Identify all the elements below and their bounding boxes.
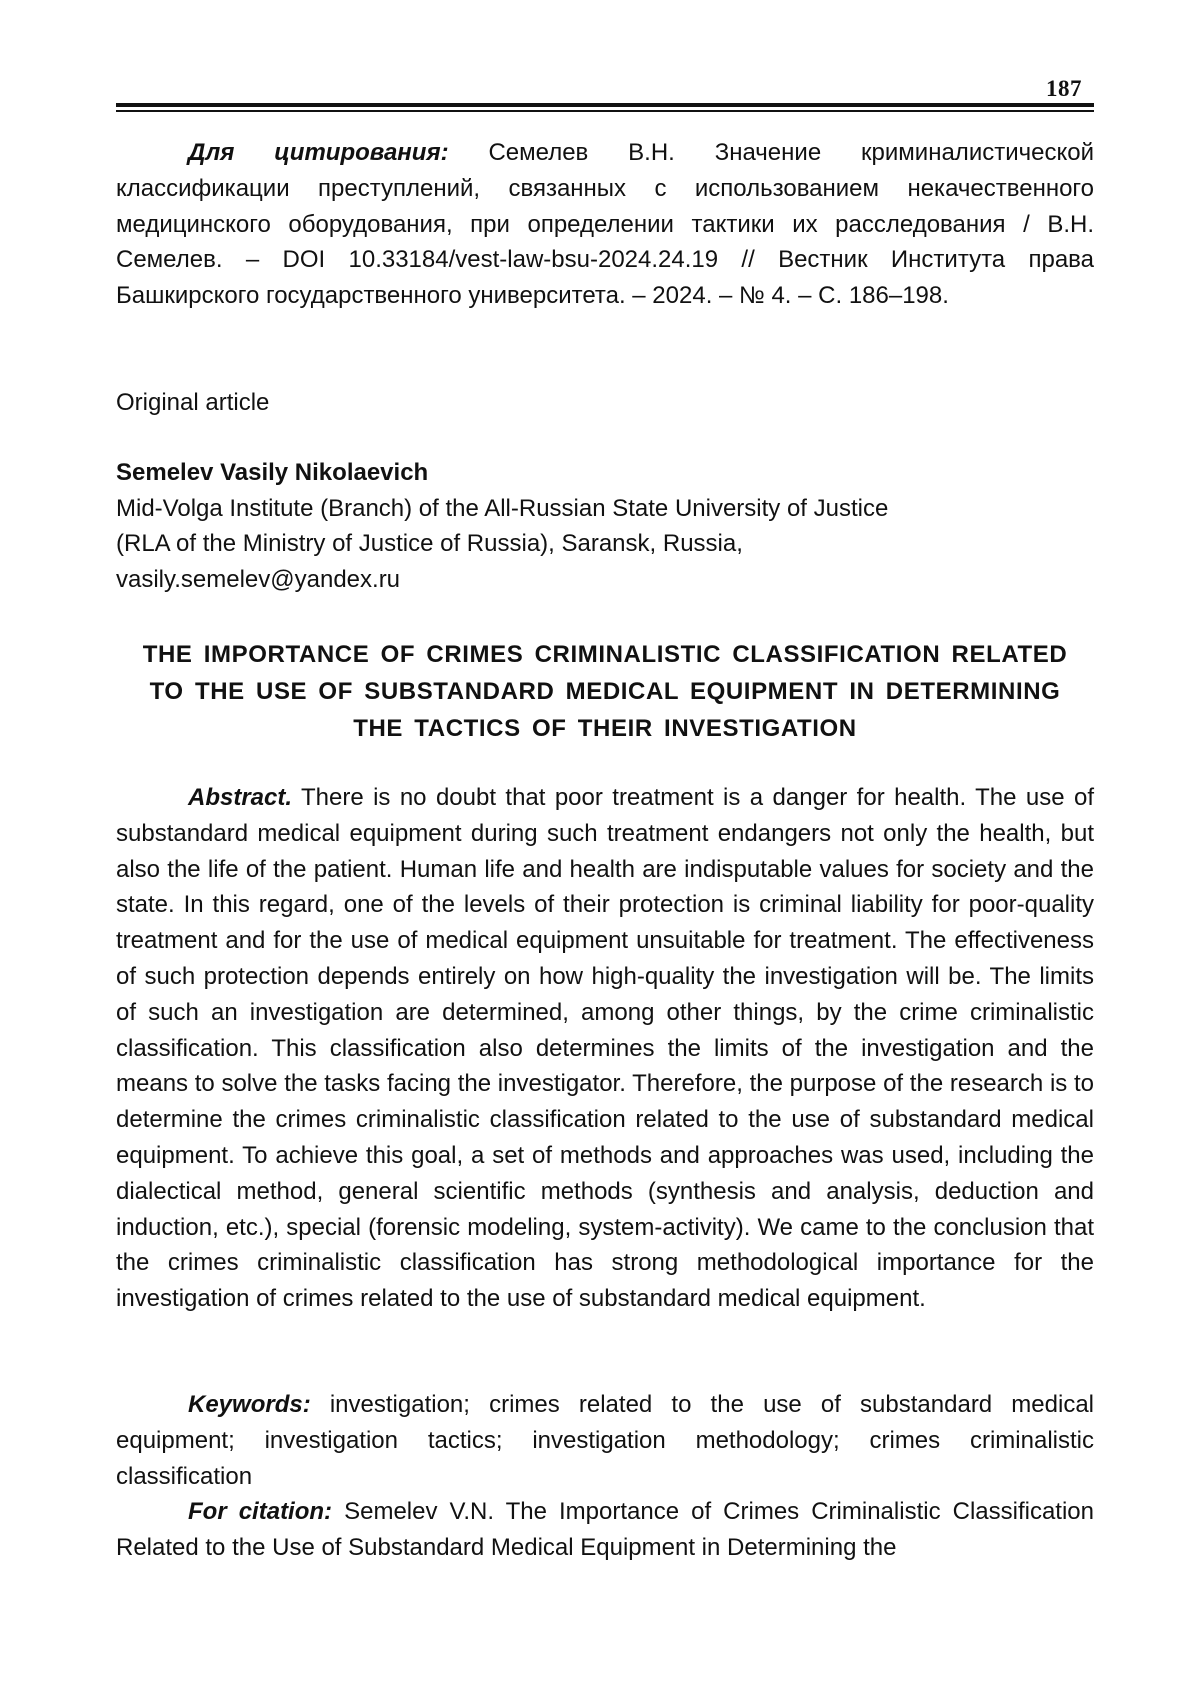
author-email: vasily.semelev@yandex.ru [116, 565, 401, 593]
abstract-paragraph [116, 780, 1094, 1317]
citation-en-label: For citation: [188, 1498, 333, 1525]
header-rule-thick [116, 103, 1094, 107]
citation-ru-paragraph [116, 135, 1094, 314]
article-type: Original article [116, 389, 270, 416]
author-affiliation-line1: Mid-Volga Institute (Branch) of the All-Russian State University of Justice [116, 494, 889, 522]
author-block [116, 455, 1094, 597]
abstract-label: Abstract. [188, 784, 293, 811]
header-rule-thin [116, 110, 1094, 112]
article-title-line1: THE IMPORTANCE OF CRIMES CRIMINALISTIC CLASSIFICATION RELATED [142, 641, 1068, 668]
article-title-line3: THE TACTICS OF THEIR INVESTIGATION [353, 715, 857, 742]
article-title-line2: TO THE USE OF SUBSTANDARD MEDICAL EQUIPMENT IN DETERMINING [149, 678, 1061, 705]
citation-en-paragraph [116, 1494, 1094, 1566]
keywords-paragraph [116, 1387, 1094, 1494]
page-number: 187 [1046, 76, 1082, 101]
author-affiliation-line2: (RLA of the Ministry of Justice of Russia), Saransk, Russia, [116, 530, 743, 557]
citation-ru-text: Семелев В.Н. Значение криминалистической классификации преступлений, связанных с использованием некачественного медицинского оборудования, при определении тактики их расследования / В.Н. Семелев. – DOI 10.33184/vest-law-bsu-2024.24.19 // Вестник Института права Башкирского государственного университета. – 2024. – № 4. – С. 186–198. [116, 139, 1094, 310]
author-name: Semelev Vasily Nikolaevich [116, 459, 429, 486]
abstract-text: There is no doubt that poor treatment is a danger for health. The use of substandard medical equipment during such treatment endangers not only the health, but also the life of the patient. Human life and health are indisputable values for society and the state. In this regard, one of the levels of their protection is criminal liability for poor-quality treatment and for the use of medical equipment unsuitable for treatment. The effectiveness of such protection depends entirely on how high-quality the investigation will be. The limits of such an investigation are determined, among other things, by the crime criminalistic classification. This classification also determines the limits of the investigation and the means to solve the tasks facing the investigator. Therefore, the purpose of the research is to determine the crimes criminalistic classification related to the use of substandard medical equipment. To achieve this goal, a set of methods and approaches was used, including the dialectical method, general scientific methods (synthesis and analysis, deduction and induction, etc.), special (forensic modeling, system-activity). We came to the conclusion that the crimes criminalistic classification has strong methodological importance for the investigation of crimes related to the use of substandard medical equipment. [116, 784, 1094, 1313]
article-title [116, 636, 1094, 747]
keywords-label: Keywords: [188, 1391, 311, 1418]
citation-ru-label: Для цитирования: [188, 139, 449, 166]
citation-en-text: Semelev V.N. The Importance of Crimes Criminalistic Classification Related to the Use of Substandard Medical Equipment in Determining the [116, 1498, 1094, 1561]
keywords-text: investigation; crimes related to the use of substandard medical equipment; investigation tactics; investigation methodology; crimes criminalistic classification [116, 1391, 1094, 1490]
